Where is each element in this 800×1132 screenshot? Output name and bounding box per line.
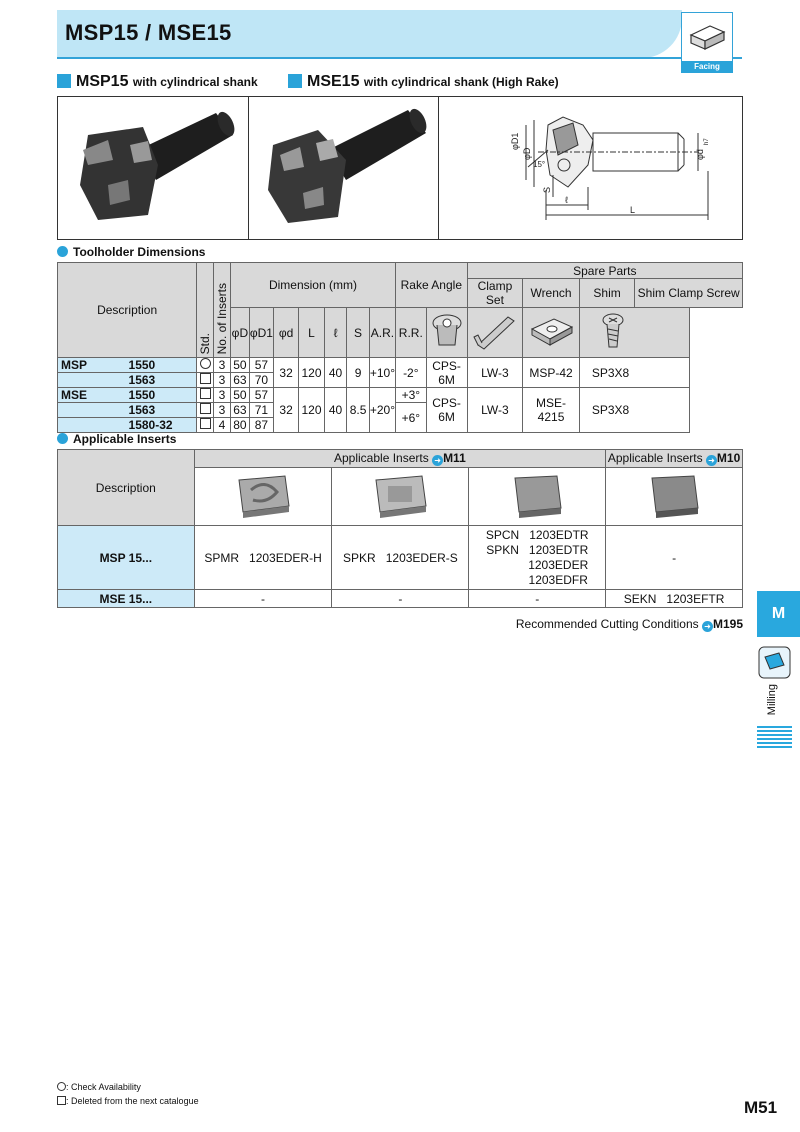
- mse-code: 1550: [127, 388, 197, 403]
- msp-inserts: 3: [214, 373, 231, 388]
- blue-square-icon: [57, 74, 71, 88]
- clamp-set-header: Clamp Set: [467, 279, 523, 308]
- insert-spcn-icon: [505, 470, 569, 520]
- no-inserts-header: No. of Inserts: [214, 263, 231, 358]
- deleted-icon: [197, 373, 214, 388]
- inserts-head-right: Applicable Inserts ➜ M10: [606, 450, 743, 468]
- ar-header: A.R.: [369, 308, 395, 358]
- spare-parts-header: Spare Parts: [467, 263, 742, 279]
- toolholder-section-title: Toolholder Dimensions: [57, 245, 205, 259]
- mse-clamp: CPS-6M: [426, 388, 467, 433]
- l-header: L: [299, 308, 325, 358]
- mse-shim: MSE-4215: [523, 388, 580, 433]
- inserts-section-title: Applicable Inserts: [57, 432, 176, 446]
- msp-shank-d: 32: [273, 358, 298, 388]
- shim-header: Shim: [579, 279, 635, 308]
- description-header: Description: [58, 263, 197, 358]
- mse-insert-col3: -: [469, 590, 606, 608]
- blue-square-icon: [288, 74, 302, 88]
- recommended-cutting-link[interactable]: Recommended Cutting Conditions ➜ M195: [515, 617, 743, 631]
- mse-s: 8.5: [347, 388, 370, 433]
- msp-l: 40: [324, 358, 346, 388]
- check-availability-icon: [197, 358, 214, 373]
- mse-insert-col2: -: [332, 590, 469, 608]
- insert-spcn-image: [469, 468, 606, 526]
- arrow-right-icon: ➜: [432, 455, 443, 466]
- msp-tool-image: [68, 105, 238, 233]
- mse-shank-d: 32: [273, 388, 298, 433]
- mse-rr-1: +3°: [396, 388, 427, 403]
- msp-insert-col2: SPKR 1203EDER-S: [332, 526, 469, 590]
- wrench-header: Wrench: [523, 279, 580, 308]
- l-small-label: ℓ: [565, 195, 568, 205]
- shim-screw-header: Shim Clamp Screw: [635, 279, 743, 308]
- mse-d: 63: [230, 403, 249, 418]
- mse-L: 120: [299, 388, 325, 433]
- msp-insert-col1: SPMR 1203EDER-H: [194, 526, 332, 590]
- page-number: M51: [744, 1098, 778, 1117]
- mse15-label: MSE 15...: [58, 590, 195, 608]
- clamp-set-icon: [427, 311, 467, 351]
- msp-d: 63: [230, 373, 249, 388]
- arrow-right-icon: ➜: [706, 455, 717, 466]
- phi-d1-label: φD1: [510, 132, 520, 150]
- shim-icon: [526, 311, 576, 351]
- msp-shim: MSP-42: [523, 358, 580, 388]
- milling-icon: [757, 645, 792, 680]
- insert-spmr-icon: [231, 470, 295, 520]
- rr-header: R.R.: [396, 308, 427, 358]
- wrench-image: [467, 308, 523, 358]
- mse-d1: 57: [249, 388, 273, 403]
- insert-sekn-image: [606, 468, 743, 526]
- msp-subhead: MSP15 with cylindrical shank: [57, 73, 258, 91]
- clamp-set-image: [426, 308, 467, 358]
- mse-label: MSE: [58, 388, 127, 403]
- mse-ar: +20°: [369, 388, 395, 433]
- mse-l: 40: [324, 388, 346, 433]
- h7-label: h7: [704, 138, 710, 145]
- arrow-right-icon: ➜: [702, 621, 713, 632]
- mse-tool-image: [258, 105, 433, 233]
- insert-spmr-image: [194, 468, 332, 526]
- milling-label: Milling: [766, 684, 778, 716]
- screw-icon: [598, 311, 628, 351]
- mse-inserts: 4: [214, 418, 231, 433]
- phi-d-shank-header: φd: [273, 308, 298, 358]
- msp-d: 50: [230, 358, 249, 373]
- msp-code: 1550: [127, 358, 197, 373]
- toolholder-table: [57, 262, 743, 433]
- mse-d1: 87: [249, 418, 273, 433]
- phi-d-label: φD: [522, 147, 532, 160]
- side-stripes: [757, 726, 792, 748]
- mse-d: 50: [230, 388, 249, 403]
- wrench-icon: [470, 311, 520, 351]
- msp-rr: -2°: [396, 358, 427, 388]
- deleted-icon: [197, 418, 214, 433]
- msp-code: 1563: [127, 373, 197, 388]
- phi-d-shank-label: φd: [695, 149, 705, 160]
- insert-spkr-icon: [368, 470, 432, 520]
- mse-d: 80: [230, 418, 249, 433]
- mse-wrench: LW-3: [467, 388, 523, 433]
- mse-subhead: MSE15 with cylindrical shank (High Rake): [288, 73, 559, 91]
- mse-d1: 71: [249, 403, 273, 418]
- msp-wrench: LW-3: [467, 358, 523, 388]
- s-label: S: [542, 186, 552, 193]
- mse-rr-2: +6°: [396, 403, 427, 433]
- facing-icon: [681, 12, 733, 62]
- page-title: MSP15 / MSE15: [65, 20, 232, 45]
- legend-circle: : Check Availability: [57, 1082, 141, 1092]
- msp-L: 120: [299, 358, 325, 388]
- inserts-description-header: Description: [58, 450, 195, 526]
- l-small-header: ℓ: [324, 308, 346, 358]
- mse-screw: SP3X8: [579, 388, 689, 433]
- phi-d1-header: φD1: [249, 308, 273, 358]
- section-tab-m[interactable]: M: [757, 591, 800, 637]
- angle-label: 15°: [533, 160, 546, 169]
- facing-label: Facing: [681, 61, 733, 73]
- std-header: Std.: [197, 263, 214, 358]
- msp-s: 9: [347, 358, 370, 388]
- s-header: S: [347, 308, 370, 358]
- legend-square: : Deleted from the next catalogue: [57, 1096, 199, 1106]
- dimension-diagram: [498, 105, 718, 230]
- rake-angle-header: Rake Angle: [396, 263, 468, 308]
- shim-image: [523, 308, 580, 358]
- dimension-header: Dimension (mm): [230, 263, 395, 308]
- blue-dot-icon: [57, 246, 68, 257]
- msp15-label: MSP 15...: [58, 526, 195, 590]
- l-big-label: L: [630, 205, 636, 215]
- mse-insert-col4: SEKN 1203EFTR: [606, 590, 743, 608]
- msp-inserts: 3: [214, 358, 231, 373]
- deleted-icon: [197, 388, 214, 403]
- mse-code: 1563: [127, 403, 197, 418]
- inserts-head-left: Applicable Inserts ➜ M11: [194, 450, 606, 468]
- product-image-panel: [57, 96, 743, 240]
- msp-clamp: CPS-6M: [426, 358, 467, 388]
- msp-d1: 70: [249, 373, 273, 388]
- mse-inserts: 3: [214, 388, 231, 403]
- insert-spkr-image: [332, 468, 469, 526]
- msp-label: MSP: [58, 358, 127, 373]
- mse-insert-col1: -: [194, 590, 332, 608]
- msp-screw: SP3X8: [579, 358, 689, 388]
- msp-ar: +10°: [369, 358, 395, 388]
- header-rule: [57, 57, 742, 59]
- msp-insert-col3: SPCN 1203EDTR SPKN 1203EDTR 1203EDER 1203EDFR: [469, 526, 606, 590]
- msp-d1: 57: [249, 358, 273, 373]
- blue-dot-icon: [57, 433, 68, 444]
- msp-insert-col4: -: [606, 526, 743, 590]
- insert-sekn-icon: [642, 470, 706, 520]
- shim-screw-image: [579, 308, 689, 358]
- inserts-table: [57, 449, 743, 608]
- mse-inserts: 3: [214, 403, 231, 418]
- phi-d-header: φD: [230, 308, 249, 358]
- mse-code: 1580-32: [127, 418, 197, 433]
- deleted-icon: [197, 403, 214, 418]
